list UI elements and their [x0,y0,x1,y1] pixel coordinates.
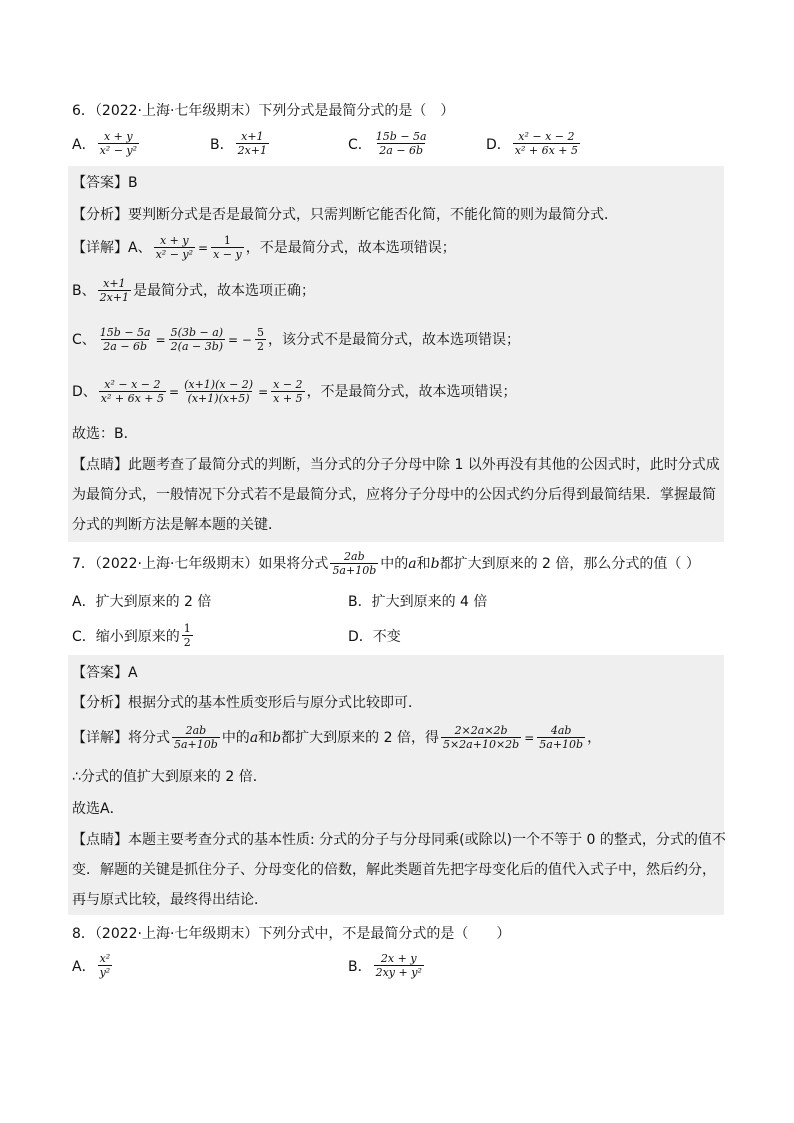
q6-detail-a: 【详解】A、 $\frac{x + y}{\text{x² − y²}}$ = $\frac{1}{x - y}$ ，不是最简分式，故本选项错误； [72,234,456,261]
q6-choose: 故选：B． [72,426,138,442]
q7-review-line-1: 【点睛】本题主要考查分式的基本性质: 分式的分子与分母同乘(或除以)一个不等于 0 的整式，分式的值不 [72,832,726,848]
q7-option-c[interactable]: C．缩小到原来的 1 2 [72,622,191,649]
q7-review-line-3: 再与原式比较，最终得出结论． [72,892,268,908]
q6-detail-d: D、 $\frac{\text{x² − x − 2}}{\text{x² + 6x + 5}}$ = $\frac{(x+1)(x - 2)}{(x+1)(x+5)}$ = $\frac{x - 2}{x + 5}$ ，不是最简分式，故本选项错误； [72,378,517,405]
q6-detail-b: B、 x+1 2x+1 是最简分式，故本选项正确； [72,277,316,304]
q6-option-a[interactable]: A． x + y x² − y² [72,130,138,157]
q7-stem: 7．（2022·上海·七年级期末）如果将分式 2ab 5a+10b 中的 a 和 b 都扩大到原来的 2 倍，那么分式的值（ ） [72,550,700,577]
q7-review-line-2: 变．解题的关键是抓住分子、分母变化的倍数，解此类题首先把字母变化后的值代入式子中，然后约分， [72,862,716,878]
q7-option-d[interactable]: D．不变 [348,629,401,645]
q6-option-b[interactable]: B． x+1 2x+1 [210,130,268,157]
q7-answer: 【答案】A [72,665,138,681]
q8-option-b[interactable]: B． 2x + y 2xy + y² [348,952,422,979]
q6-option-c[interactable]: C． 15b − 5a 2a − 6b [348,130,427,157]
q6-stem: 6．（2022·上海·七年级期末）下列分式是最简分式的是（ ） [72,103,455,119]
q8-option-a[interactable]: A． x² y² [72,952,111,979]
q7-analysis: 【分析】根据分式的基本性质变形后与原分式比较即可． [72,695,422,711]
q7-option-a[interactable]: A．扩大到原来的 2 倍 [72,594,212,610]
q6-option-d[interactable]: D． x² − x − 2 x² + 6x + 5 [486,130,579,157]
q6-review-line-1: 【点睛】此题考查了最简分式的判断，当分式的分子分母中除 1 以外再没有其他的公因式时，此时分式成 [72,457,720,473]
q7-option-b[interactable]: B．扩大到原来的 4 倍 [348,594,488,610]
q7-therefore: ∴分式的值扩大到原来的 2 倍． [72,769,267,785]
q6-review-line-3: 分式的判断方法是解本题的关键． [72,517,282,533]
q8-stem: 8．（2022·上海·七年级期末）下列分式中，不是最简分式的是（ ） [72,926,511,942]
q6-detail-c: C、 $\frac{15b - 5a}{2a - 6b}$ = $\frac{5(3b - a)}{2(a - 3b)}$ = − $\frac{5}{2}$ ，该分式不是最简分式，故本选项错误； [72,326,520,353]
q6-answer: 【答案】B [72,175,138,191]
q7-choose: 故选A． [72,801,124,817]
q7-detail: 【详解】将分式 2ab 5a+10b 中的 a 和 b 都扩大到原来的 2 倍，得 $\frac{2\times 2a\times 2b}{5\times 2a+10\times 2b}$ = $\frac{4ab}{5a+10b}$ ， [72,724,602,751]
q6-analysis: 【分析】要判断分式是否是最简分式，只需判断它能否化简，不能化简的则为最简分式． [72,207,618,223]
q6-review-line-2: 为最简分式，一般情况下分式若不是最简分式，应将分子分母中的公因式约分后得到最简结果．掌握最简 [72,487,716,503]
